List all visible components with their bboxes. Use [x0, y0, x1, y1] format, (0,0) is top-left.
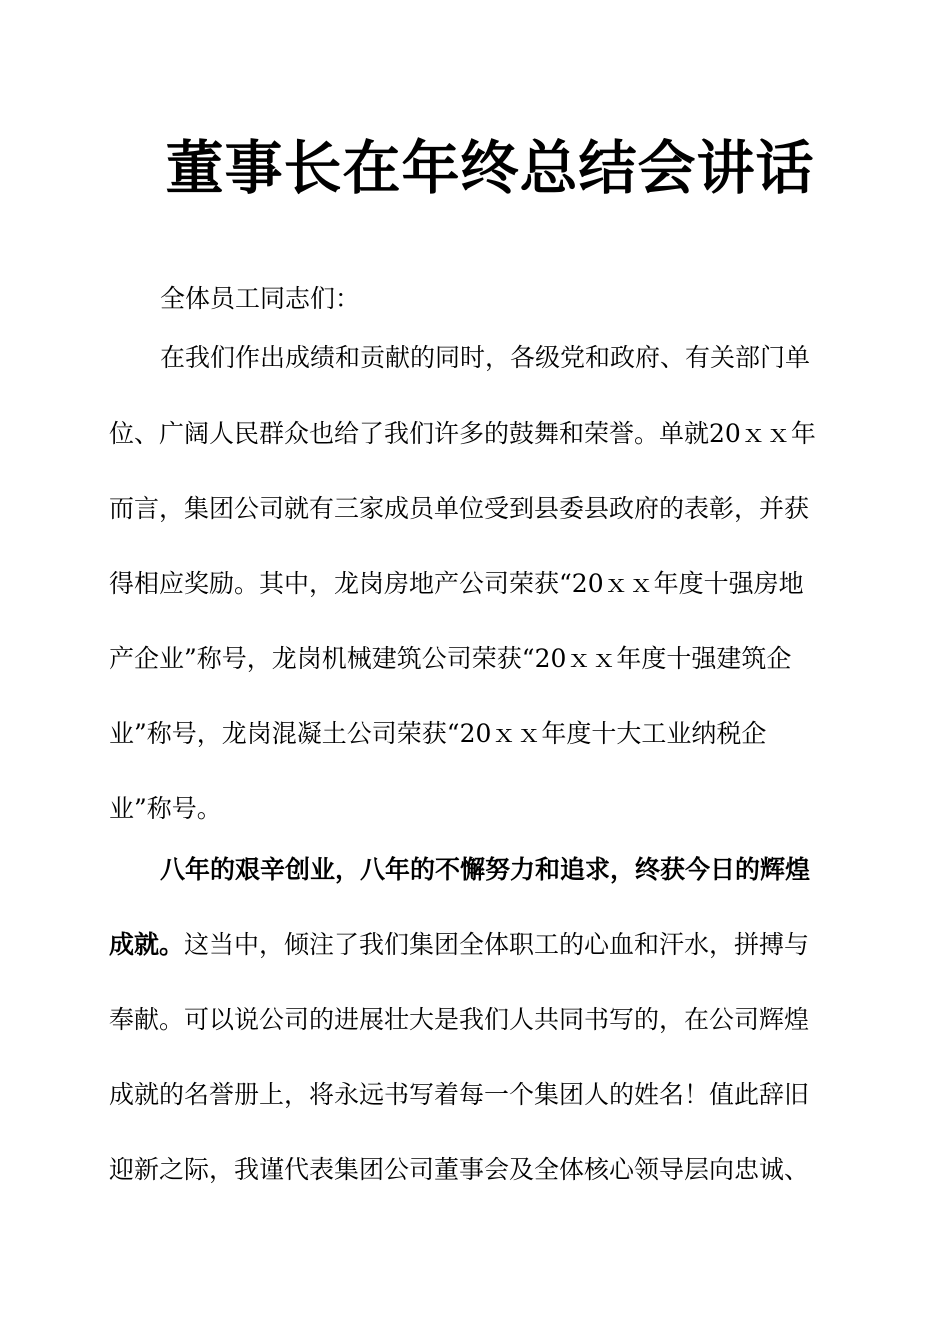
paragraph2-line-2-rest: 这当中，倾注了我们集团全体职工的心血和汗水，拼搏与 — [184, 930, 810, 959]
salutation: 全体员工同志们： — [160, 284, 361, 313]
paragraph1-line-2: 位、广阔人民群众也给了我们许多的鼓舞和荣誉。单就20ｘｘ年 — [109, 419, 816, 448]
paragraph1-line-6: 业”称号，龙岗混凝土公司荣获“20ｘｘ年度十大工业纳税企 — [109, 719, 767, 748]
paragraph2-line-3: 奉献。可以说公司的进展壮大是我们人共同书写的，在公司辉煌 — [109, 1005, 810, 1034]
document-title: 董事长在年终总结会讲话 — [165, 134, 815, 202]
paragraph2-bold-lead: 成就。 — [109, 930, 185, 959]
paragraph1-line-3: 而言，集团公司就有三家成员单位受到县委县政府的表彰，并获 — [109, 494, 810, 523]
paragraph1-line-5: 产企业”称号，龙岗机械建筑公司荣获“20ｘｘ年度十强建筑企 — [109, 644, 792, 673]
paragraph1-line-1: 在我们作出成绩和贡献的同时，各级党和政府、有关部门单 — [160, 343, 811, 372]
paragraph2-line-1: 八年的艰辛创业，八年的不懈努力和追求，终获今日的辉煌 — [160, 855, 811, 884]
paragraph1-line-4: 得相应奖励。其中，龙岗房地产公司荣获“20ｘｘ年度十强房地 — [109, 569, 804, 598]
paragraph2-line-5: 迎新之际，我谨代表集团公司董事会及全体核心领导层向忠诚、 — [109, 1155, 810, 1184]
paragraph2-line-4: 成就的名誉册上，将永远书写着每一个集团人的姓名！值此辞旧 — [109, 1080, 810, 1109]
paragraph2-line-2 — [109, 927, 849, 963]
paragraph1-line-7: 业”称号。 — [109, 794, 222, 823]
